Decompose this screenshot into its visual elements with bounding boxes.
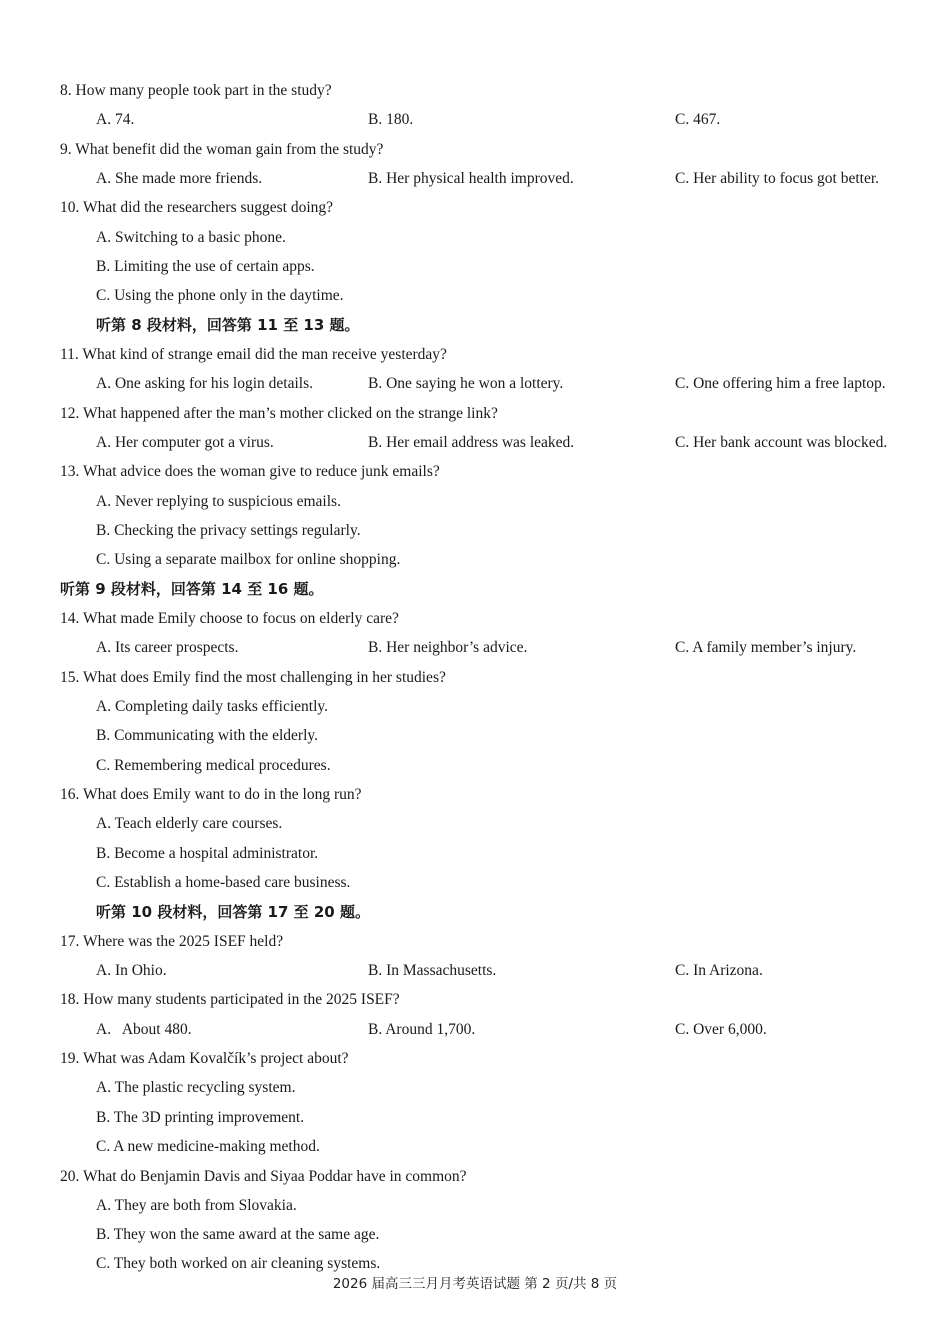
option-b: B. Checking the privacy settings regularly. — [96, 522, 361, 539]
option-c: C. Her bank account was blocked. — [675, 434, 888, 451]
question-20 — [0, 1165, 950, 1189]
question-20-option-b — [0, 1223, 950, 1247]
question-8 — [0, 79, 950, 103]
option-b: B. In Massachusetts. — [368, 962, 497, 979]
section-heading: 听第 8 段材料，回答第 11 至 13 题。 — [96, 316, 360, 334]
option-c: C. One offering him a free laptop. — [675, 375, 886, 392]
question-14-options — [0, 636, 950, 660]
question-10-option-c — [0, 284, 950, 308]
question-10-option-b — [0, 255, 950, 279]
question-19 — [0, 1047, 950, 1071]
question-stem: 8. How many people took part in the study? — [60, 82, 332, 99]
option-a: A. She made more friends. — [96, 170, 263, 187]
question-stem: 19. What was Adam Kovalčík’s project about? — [60, 1050, 349, 1067]
question-11 — [0, 343, 950, 367]
question-9-options — [0, 167, 950, 191]
question-13-option-a — [0, 490, 950, 514]
question-17-options — [0, 959, 950, 983]
question-15 — [0, 666, 950, 690]
question-15-option-b — [0, 724, 950, 748]
question-13-option-c — [0, 548, 950, 572]
question-10 — [0, 196, 950, 220]
question-18 — [0, 988, 950, 1012]
question-stem: 12. What happened after the man’s mother clicked on the strange link? — [60, 405, 498, 422]
option-b: B. Around 1,700. — [368, 1021, 476, 1038]
option-a: A. Never replying to suspicious emails. — [96, 493, 341, 510]
option-c: C. In Arizona. — [675, 962, 763, 979]
question-10-option-a — [0, 226, 950, 250]
question-8-options — [0, 108, 950, 132]
question-17 — [0, 930, 950, 954]
section-10-heading — [0, 900, 950, 924]
option-b: B. Limiting the use of certain apps. — [96, 258, 315, 275]
question-15-option-a — [0, 695, 950, 719]
question-9 — [0, 138, 950, 162]
question-16-option-c — [0, 871, 950, 895]
question-stem: 15. What does Emily find the most challenging in her studies? — [60, 669, 446, 686]
option-c: C. A new medicine-making method. — [96, 1138, 320, 1155]
question-16-option-b — [0, 842, 950, 866]
section-heading: 听第 9 段材料，回答第 14 至 16 题。 — [60, 580, 324, 598]
option-c: C. Over 6,000. — [675, 1021, 767, 1038]
question-19-option-a — [0, 1076, 950, 1100]
question-stem: 13. What advice does the woman give to reduce junk emails? — [60, 463, 440, 480]
option-a: A. The plastic recycling system. — [96, 1079, 296, 1096]
option-c: C. Her ability to focus got better. — [675, 170, 880, 187]
question-stem: 9. What benefit did the woman gain from the study? — [60, 141, 384, 158]
question-stem: 10. What did the researchers suggest doing? — [60, 199, 334, 216]
option-c: C. A family member’s injury. — [675, 639, 857, 656]
question-13 — [0, 460, 950, 484]
option-a: A. 74. — [96, 111, 135, 128]
question-stem: 16. What does Emily want to do in the long run? — [60, 786, 362, 803]
question-stem: 20. What do Benjamin Davis and Siyaa Poddar have in common? — [60, 1168, 467, 1185]
section-9-heading — [0, 577, 950, 601]
question-stem: 17. Where was the 2025 ISEF held? — [60, 933, 284, 950]
option-a: A. In Ohio. — [96, 962, 167, 979]
option-a: A. Her computer got a virus. — [96, 434, 274, 451]
option-b: B. One saying he won a lottery. — [368, 375, 564, 392]
option-c: C. 467. — [675, 111, 721, 128]
option-b: B. The 3D printing improvement. — [96, 1109, 305, 1126]
option-a: A. They are both from Slovakia. — [96, 1197, 297, 1214]
section-heading: 听第 10 段材料，回答第 17 至 20 题。 — [96, 903, 370, 921]
option-a: A. One asking for his login details. — [96, 375, 313, 392]
option-c: C. Remembering medical procedures. — [96, 757, 331, 774]
question-15-option-c — [0, 754, 950, 778]
option-b: B. Become a hospital administrator. — [96, 845, 319, 862]
option-a: A. Teach elderly care courses. — [96, 815, 283, 832]
option-a: A. About 480. — [96, 1021, 192, 1038]
question-14 — [0, 607, 950, 631]
option-a: A. Its career prospects. — [96, 639, 239, 656]
option-c: C. They both worked on air cleaning systems. — [96, 1255, 381, 1272]
question-19-option-b — [0, 1106, 950, 1130]
question-13-option-b — [0, 519, 950, 543]
option-c: C. Using the phone only in the daytime. — [96, 287, 344, 304]
question-19-option-c — [0, 1135, 950, 1159]
option-c: C. Using a separate mailbox for online shopping. — [96, 551, 401, 568]
option-b: B. Her email address was leaked. — [368, 434, 575, 451]
option-c: C. Establish a home-based care business. — [96, 874, 351, 891]
question-16 — [0, 783, 950, 807]
question-12-options — [0, 431, 950, 455]
question-20-option-a — [0, 1194, 950, 1218]
option-a: A. Completing daily tasks efficiently. — [96, 698, 329, 715]
question-11-options — [0, 372, 950, 396]
option-b: B. Her neighbor’s advice. — [368, 639, 528, 656]
question-stem: 14. What made Emily choose to focus on elderly care? — [60, 610, 399, 627]
option-b: B. Communicating with the elderly. — [96, 727, 318, 744]
option-b: B. 180. — [368, 111, 414, 128]
option-b: B. Her physical health improved. — [368, 170, 574, 187]
section-8-heading — [0, 313, 950, 337]
option-b: B. They won the same award at the same age. — [96, 1226, 380, 1243]
question-stem: 11. What kind of strange email did the man receive yesterday? — [60, 346, 447, 363]
question-12 — [0, 402, 950, 426]
question-stem: 18. How many students participated in the 2025 ISEF? — [60, 991, 400, 1008]
option-a: A. Switching to a basic phone. — [96, 229, 286, 246]
question-16-option-a — [0, 812, 950, 836]
page-footer: 2026 届高三三月月考英语试题 第 2 页/共 8 页 — [332, 1276, 618, 1292]
question-18-options — [0, 1018, 950, 1042]
